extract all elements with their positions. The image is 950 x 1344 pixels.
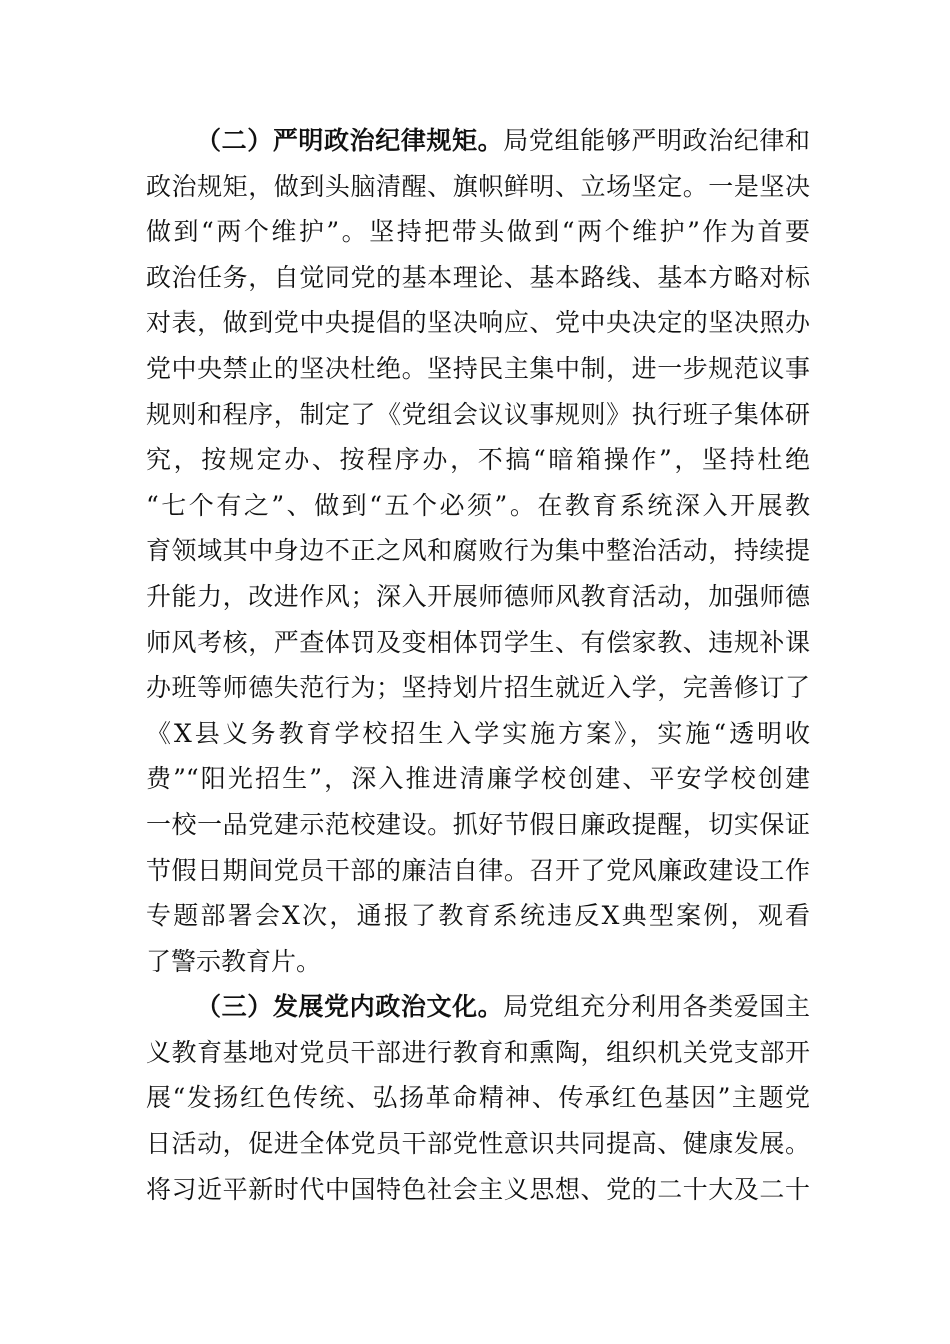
paragraph-line: 做到“两个维护”。坚持把带头做到“两个维护”作为首要 <box>146 217 810 247</box>
paragraph-line: 党中央禁止的坚决杜绝。坚持民主集中制，进一步规范议事 <box>146 353 810 383</box>
paragraph-line: 日活动，促进全体党员干部党性意识共同提高、健康发展。 <box>146 1129 810 1159</box>
paragraph-line: 育领域其中身边不正之风和腐败行为集中整治活动，持续提 <box>146 536 810 566</box>
paragraph-line: 了警示教育片。 <box>146 946 322 976</box>
paragraph-line: 展“发扬红色传统、弘扬革命精神、传承红色基因”主题党 <box>146 1083 810 1113</box>
paragraph-line: 规则和程序，制定了《党组会议议事规则》执行班子集体研 <box>146 399 810 429</box>
paragraph-line: 师风考核，严查体罚及变相体罚学生、有偿家教、违规补课 <box>146 627 810 657</box>
paragraph-line <box>146 118 810 164</box>
paragraph-line: 政治规矩，做到头脑清醒、旗帜鲜明、立场坚定。一是坚决 <box>146 171 810 201</box>
paragraph-line: 升能力，改进作风；深入开展师德师风教育活动，加强师德 <box>146 581 810 611</box>
paragraph-line: 《X县义务教育学校招生入学实施方案》，实施“透明收 <box>146 718 810 748</box>
paragraph-line: 究，按规定办、按程序办，不搞“暗箱操作”，坚持杜绝 <box>146 445 810 475</box>
document-body <box>146 118 810 1212</box>
paragraph-text: 局党组充分利用各类爱国主 <box>503 992 810 1022</box>
paragraph-line: 办班等师德失范行为；坚持划片招生就近入学，完善修订了 <box>146 673 810 703</box>
paragraph-line: 一校一品党建示范校建设。抓好节假日廉政提醒，切实保证 <box>146 809 810 839</box>
paragraph-line: 节假日期间党员干部的廉洁自律。召开了党风廉政建设工作 <box>146 855 810 885</box>
paragraph-line: 政治任务，自觉同党的基本理论、基本路线、基本方略对标 <box>146 262 810 292</box>
paragraph-line: “七个有之”、做到“五个必须”。在教育系统深入开展教 <box>146 490 810 520</box>
paragraph-line: 费”“阳光招生”，深入推进清廉学校创建、平安学校创建 <box>146 764 810 794</box>
section-heading: （二）严明政治纪律规矩。 <box>196 126 504 155</box>
paragraph-line: 对表，做到党中央提倡的坚决响应、党中央决定的坚决照办 <box>146 308 810 338</box>
paragraph-line: 将习近平新时代中国特色社会主义思想、党的二十大及二十 <box>146 1174 810 1204</box>
paragraph-line: 义教育基地对党员干部进行教育和熏陶，组织机关党支部开 <box>146 1037 810 1067</box>
paragraph-line <box>146 984 810 1030</box>
section-heading: （三）发展党内政治文化。 <box>196 992 504 1022</box>
paragraph-text: 局党组能够严明政治纪律和 <box>503 126 810 155</box>
paragraph-line: 专题部署会X次，通报了教育系统违反X典型案例，观看 <box>146 901 810 931</box>
